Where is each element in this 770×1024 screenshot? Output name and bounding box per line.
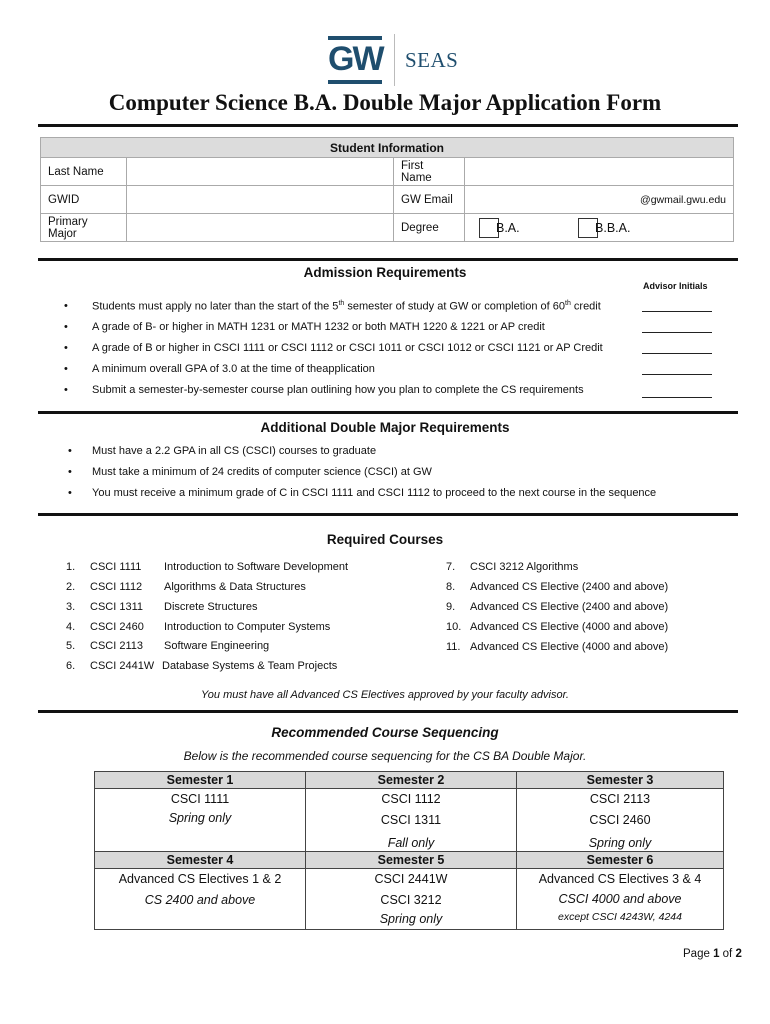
semester-4-cell: Advanced CS Electives 1 & 2 CS 2400 and above	[95, 869, 306, 930]
semester-1-cell: CSCI 1111 Spring only	[95, 789, 306, 852]
course-sequencing-table	[94, 771, 724, 930]
admission-requirements-heading: Admission Requirements	[303, 265, 467, 280]
advisor-initials-field[interactable]	[642, 353, 712, 354]
gw-email-label: GW Email	[394, 186, 465, 214]
semester-3-header: Semester 3	[517, 772, 724, 789]
gw-seas-logo	[328, 36, 458, 84]
page-title: Computer Science B.A. Double Major Application Form	[108, 90, 662, 115]
course-sequencing-heading: Recommended Course Sequencing	[271, 725, 499, 740]
semester-2-cell: CSCI 1112 CSCI 1311 Fall only	[306, 789, 517, 852]
degree-options	[465, 214, 734, 242]
semester-1-header: Semester 1	[95, 772, 306, 789]
gwid-field[interactable]	[127, 186, 394, 214]
page-number: Page 1 of 2	[683, 948, 742, 960]
last-name-label: Last Name	[41, 158, 127, 186]
advisor-initials-field[interactable]	[642, 397, 712, 398]
divider	[38, 513, 738, 516]
semester-2-header: Semester 2	[306, 772, 517, 789]
electives-approval-note: You must have all Advanced CS Electives approved by your faculty advisor.	[201, 689, 569, 701]
advisor-initials-field[interactable]	[642, 332, 712, 333]
semester-5-cell: CSCI 2441W CSCI 3212 Spring only	[306, 869, 517, 930]
divider	[38, 411, 738, 414]
advisor-initials-field[interactable]	[642, 311, 712, 312]
semester-5-header: Semester 5	[306, 852, 517, 869]
email-domain-suffix: @gwmail.gwu.edu	[640, 193, 726, 206]
gwid-label: GWID	[41, 186, 127, 214]
primary-major-label: Primary Major	[41, 214, 127, 242]
first-name-field[interactable]	[465, 158, 734, 186]
student-info-heading: Student Information	[41, 138, 734, 158]
additional-requirements-heading: Additional Double Major Requirements	[260, 420, 510, 435]
last-name-field[interactable]	[127, 158, 394, 186]
student-information-table	[40, 137, 734, 242]
first-name-label: First Name	[394, 158, 465, 186]
logo-divider	[394, 34, 395, 86]
divider	[38, 124, 738, 127]
semester-6-header: Semester 6	[517, 852, 724, 869]
advisor-initials-label: Advisor Initials	[643, 281, 708, 291]
required-courses-heading: Required Courses	[326, 532, 444, 547]
seas-label: SEAS	[405, 48, 459, 72]
divider	[38, 258, 738, 261]
divider	[38, 710, 738, 713]
degree-label: Degree	[394, 214, 465, 242]
gw-email-field[interactable]	[465, 186, 734, 214]
semester-4-header: Semester 4	[95, 852, 306, 869]
semester-3-cell: CSCI 2113 CSCI 2460 Spring only	[517, 789, 724, 852]
gw-logo-mark: GW	[328, 36, 382, 84]
primary-major-field[interactable]	[127, 214, 394, 242]
advisor-initials-field[interactable]	[642, 374, 712, 375]
course-sequencing-subheading: Below is the recommended course sequencing for the CS BA Double Major.	[183, 749, 587, 763]
degree-ba-label: B.A.	[496, 220, 520, 235]
semester-6-cell: Advanced CS Electives 3 & 4 CSCI 4000 and above except CSCI 4243W, 4244	[517, 869, 724, 930]
degree-bba-label: B.B.A.	[595, 220, 631, 235]
